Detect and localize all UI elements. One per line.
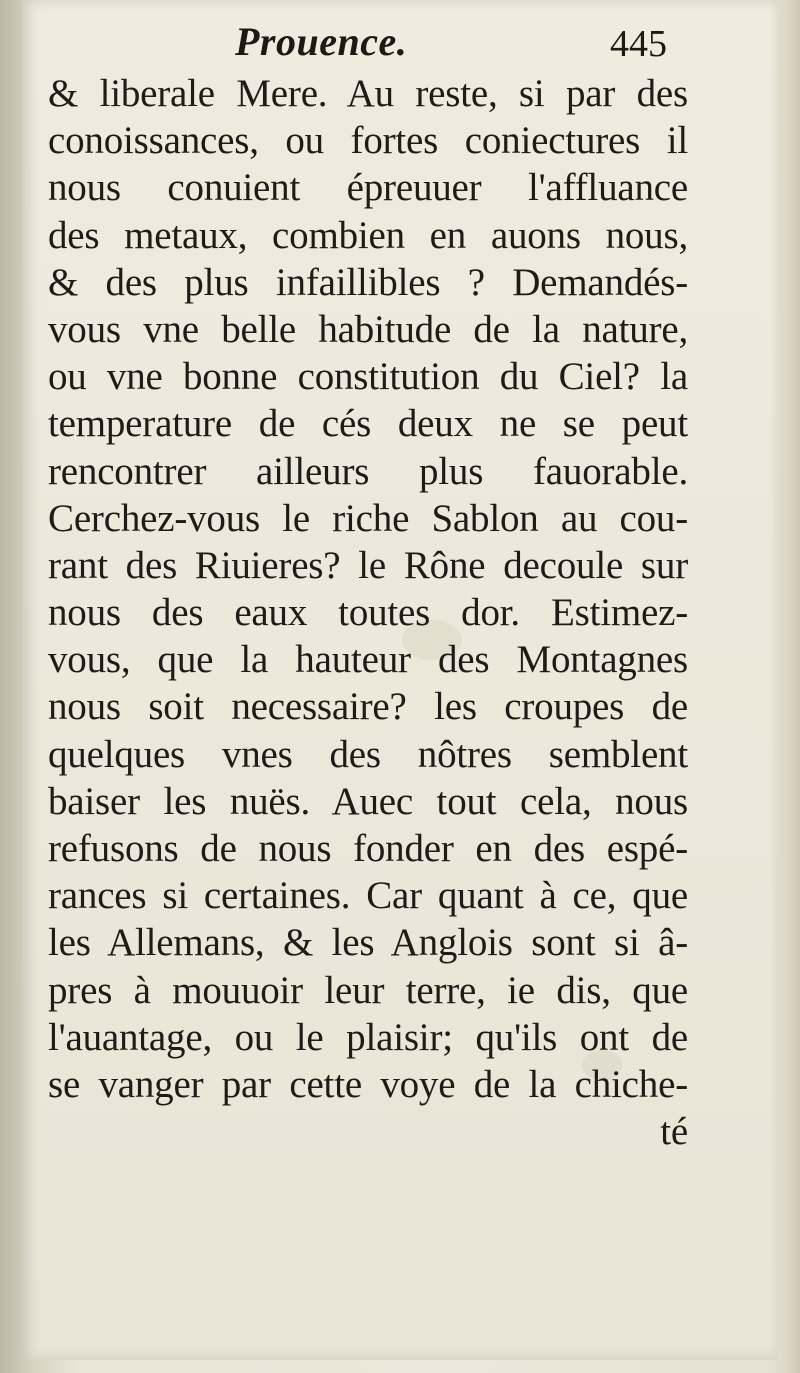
text-line: baiser les nuës. Auec tout cela, nous <box>48 779 688 823</box>
page-number: 445 <box>610 23 667 65</box>
catchword: té <box>660 1110 688 1154</box>
text-line: l'auantage, ou le plaisir; qu'ils ont de <box>48 1015 688 1059</box>
text-line: se vanger par cette voye de la chiche- <box>48 1062 688 1106</box>
text-line: quelques vnes des nôtres semblent <box>48 732 688 776</box>
text-line: ou vne bonne constitution du Ciel? la <box>48 355 688 399</box>
text-line: refusons de nous fonder en des espé- <box>48 827 688 870</box>
text-line: des metaux, combien en auons nous, <box>48 213 688 257</box>
text-line: Cerchez-vous le riche Sablon au cou- <box>48 496 688 540</box>
text-line: nous des eaux toutes dor. Estimez- <box>48 591 688 635</box>
text-line: temperature de cés deux ne se peut <box>48 402 688 446</box>
text-line: & liberale Mere. Au reste, si par des <box>48 72 688 115</box>
body-text <box>48 70 688 1155</box>
text-line: conoissances, ou fortes coniectures il <box>48 119 688 163</box>
text-line: & des plus infaillibles ? Demandés- <box>48 260 688 304</box>
text-line: vous vne belle habitude de la nature, <box>48 307 688 351</box>
running-head <box>0 14 800 74</box>
text-line: rencontrer ailleurs plus fauorable. <box>48 449 688 493</box>
text-line: rant des Riuieres? le Rône decoule sur <box>48 543 688 587</box>
running-title: Prouence. <box>235 19 408 64</box>
text-line: pres à mouuoir leur terre, ie dis, que <box>48 968 688 1012</box>
text-line: nous conuient épreuuer l'affluance <box>48 166 688 210</box>
text-line: nous soit necessaire? les croupes de <box>48 685 688 729</box>
page-edge <box>770 0 800 1373</box>
text-line: vous, que la hauteur des Montagnes <box>48 638 688 682</box>
text-line: les Allemans, & les Anglois sont si â- <box>48 921 688 965</box>
text-line: rances si certaines. Car quant à ce, que <box>48 874 688 918</box>
